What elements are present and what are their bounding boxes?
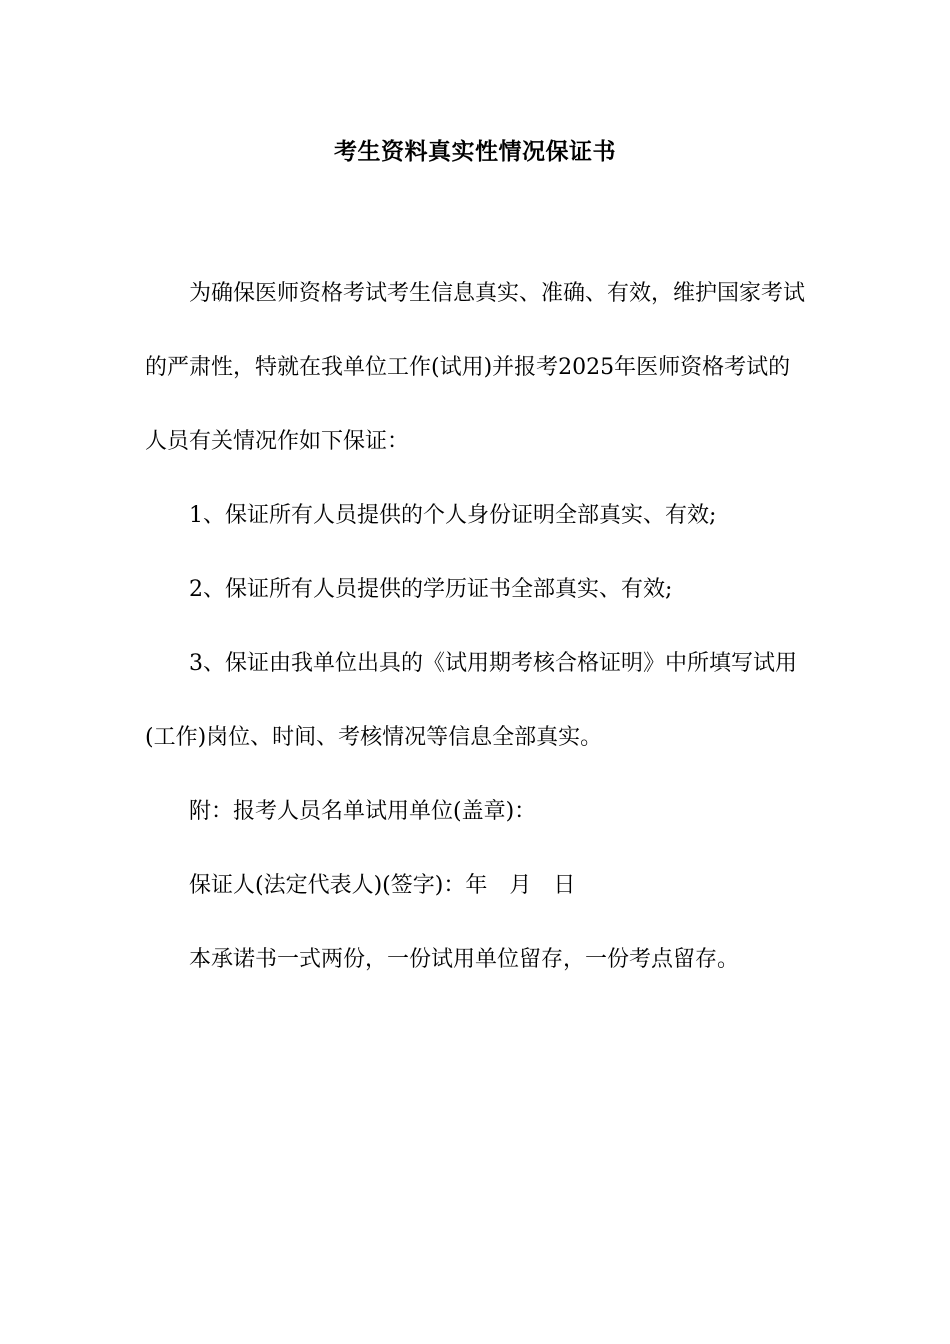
document-title: 考生资料真实性情况保证书 [334,139,616,165]
paragraph-attachment: 附：报考人员名单试用单位(盖章)： [189,799,537,824]
paragraph-signature: 保证人(法定代表人)(签字)：年 月 日 [189,873,576,898]
paragraph-item-1: 1、保证所有人员提供的个人身份证明全部真实、有效; [189,503,717,528]
paragraph-intro: 为确保医师资格考试考生信息真实、准确、有效，维护国家考试的严肃性，特就在我单位工作(试用)并报考2025年医师资格考试的人员有关情况作如下保证： [145,281,806,454]
paragraph-copies-note: 本承诺书一式两份，一份试用单位留存，一份考点留存。 [189,947,740,972]
document-body [145,257,810,997]
paragraph-item-2: 2、保证所有人员提供的学历证书全部真实、有效; [189,577,673,602]
paragraph-item-3: 3、保证由我单位出具的《试用期考核合格证明》中所填写试用(工作)岗位、时间、考核情况等信息全部真实。 [145,651,797,750]
